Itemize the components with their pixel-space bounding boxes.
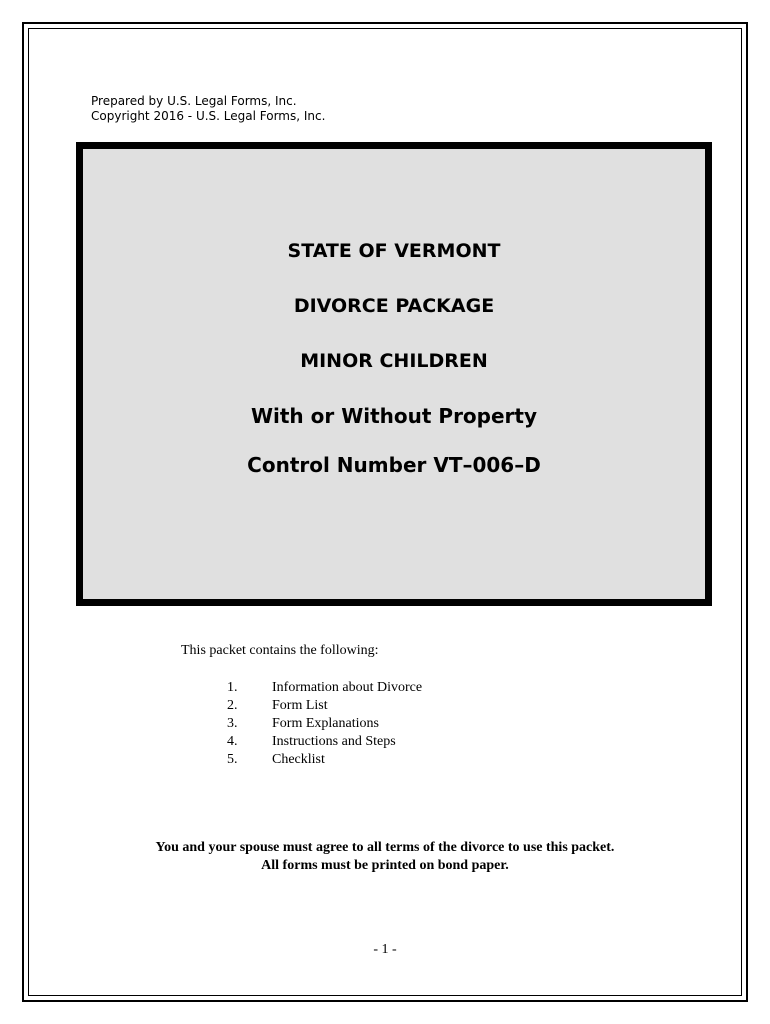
agreement-notice: You and your spouse must agree to all terms of the divorce to use this packet.	[155, 840, 615, 855]
list-item	[222, 679, 422, 697]
list-item	[222, 751, 422, 769]
list-item-number: 2.	[227, 698, 238, 713]
control-number: Control Number VT–006–D	[247, 453, 541, 477]
list-item	[222, 697, 422, 715]
list-item	[222, 715, 422, 733]
list-item-label: Form Explanations	[272, 716, 379, 731]
contents-intro: This packet contains the following:	[181, 643, 379, 658]
list-item-label: Form List	[272, 698, 328, 713]
prepared-by-text: Prepared by U.S. Legal Forms, Inc.	[91, 94, 297, 108]
copyright-text: Copyright 2016 - U.S. Legal Forms, Inc.	[91, 109, 326, 123]
list-item-number: 1.	[227, 680, 238, 695]
list-item-label: Instructions and Steps	[272, 734, 396, 749]
package-title: DIVORCE PACKAGE	[293, 295, 495, 317]
state-title: STATE OF VERMONT	[287, 240, 501, 262]
list-item	[222, 733, 422, 751]
contents-list	[222, 679, 422, 769]
list-item-number: 5.	[227, 752, 238, 767]
title-box	[76, 142, 712, 606]
property-subtitle: With or Without Property	[250, 404, 538, 428]
children-title: MINOR CHILDREN	[300, 350, 488, 372]
bond-paper-notice: All forms must be printed on bond paper.	[261, 858, 509, 873]
list-item-number: 4.	[227, 734, 238, 749]
preparer-info	[91, 94, 325, 124]
list-item-label: Checklist	[272, 752, 325, 767]
page-number: - 1 -	[373, 942, 397, 957]
list-item-number: 3.	[227, 716, 238, 731]
list-item-label: Information about Divorce	[272, 680, 423, 695]
